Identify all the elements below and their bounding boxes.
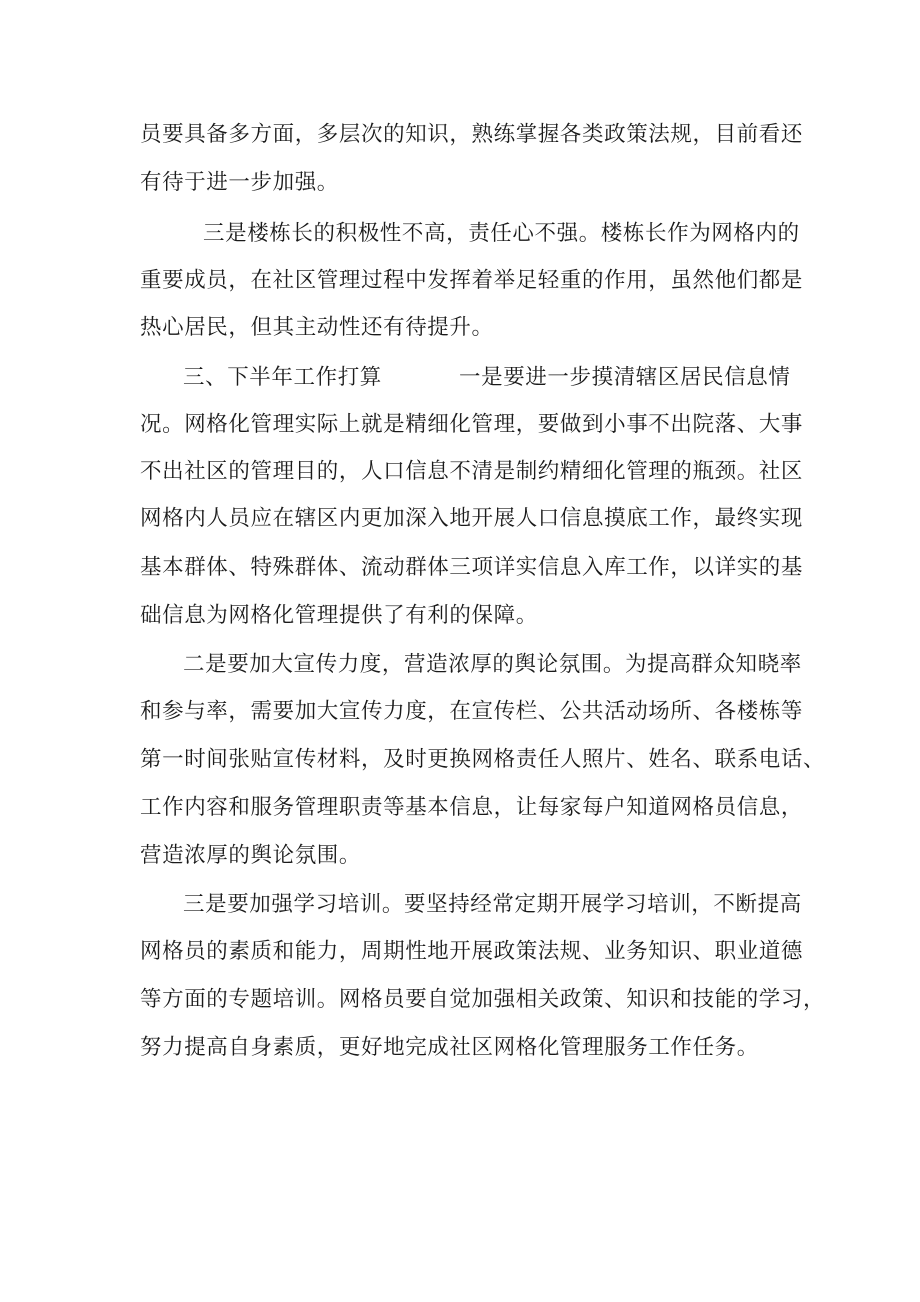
section-heading: 三、下半年工作打算	[183, 365, 382, 390]
text-line: 基本群体、特殊群体、流动群体三项详实信息入库工作，以详实的基	[140, 555, 804, 580]
paragraph-start: 三是楼栋长的积极性不高，责任心不强。楼栋长作为网格内的	[203, 221, 800, 246]
text-line: 况。网格化管理实际上就是精细化管理，要做到小事不出院落、大事	[140, 412, 804, 437]
text-line: 员要具备多方面，多层次的知识，熟练掌握各类政策法规，目前看还	[140, 122, 804, 147]
text-line: 等方面的专题培训。网格员要自觉加强相关政策、知识和技能的学习，	[140, 987, 826, 1012]
section-heading-line	[183, 363, 800, 393]
text-line: 第一时间张贴宣传材料，及时更换网格责任人照片、姓名、联系电话、	[140, 747, 826, 772]
text-line: 有待于进一步加强。	[140, 170, 339, 195]
text-line: 重要成员，在社区管理过程中发挥着举足轻重的作用，虽然他们都是	[140, 268, 804, 293]
paragraph-start: 二是要加大宣传力度，营造浓厚的舆论氛围。为提高群众知晓率	[183, 652, 802, 677]
text-line: 础信息为网格化管理提供了有利的保障。	[140, 603, 538, 628]
text-line: 工作内容和服务管理职责等基本信息，让每家每户知道网格员信息，	[140, 795, 804, 820]
text-line: 网格员的素质和能力，周期性地开展政策法规、业务知识、职业道德	[140, 939, 804, 964]
paragraph-start: 三是要加强学习培训。要坚持经常定期开展学习培训，不断提高	[183, 892, 802, 917]
text-line: 营造浓厚的舆论氛围。	[140, 843, 362, 868]
text-line: 网格内人员应在辖区内更加深入地开展人口信息摸底工作，最终实现	[140, 506, 804, 531]
text-line: 和参与率，需要加大宣传力度，在宣传栏、公共活动场所、各楼栋等	[140, 699, 804, 724]
text-line: 不出社区的管理目的，人口信息不清是制约精细化管理的瓶颈。社区	[140, 459, 804, 484]
text-line: 热心居民，但其主动性还有待提升。	[140, 315, 494, 340]
text-line: 努力提高自身素质，更好地完成社区网格化管理服务工作任务。	[140, 1035, 759, 1060]
paragraph-start: 一是要进一步摸清辖区居民信息情	[459, 365, 791, 390]
